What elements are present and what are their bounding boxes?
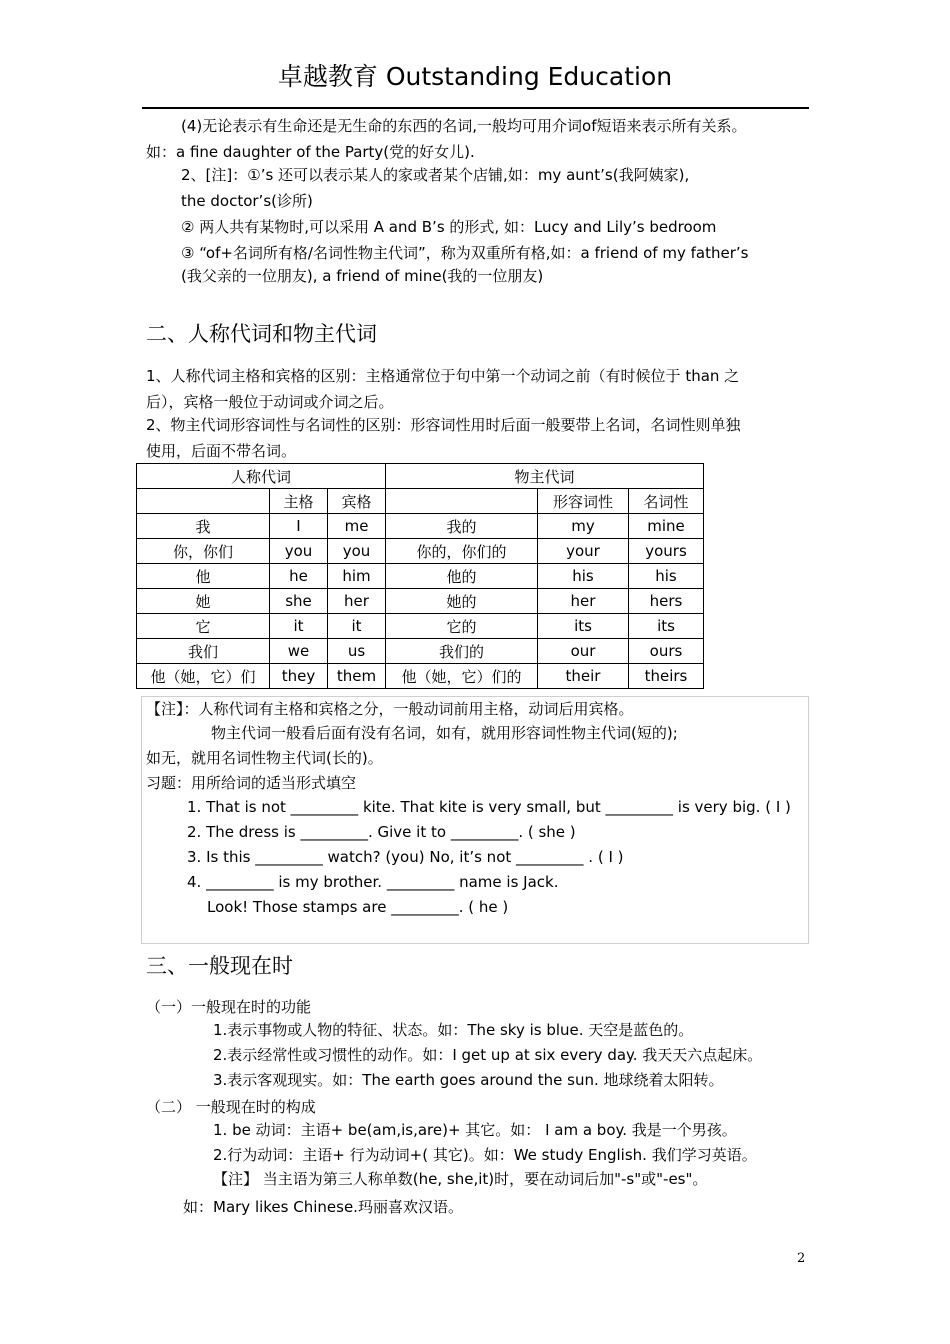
table-cell: theirs xyxy=(629,664,704,689)
text-line: 后），宾格一般位于动词或介词之后。 xyxy=(146,393,394,411)
text-line: the doctor’s(诊所) xyxy=(181,192,313,210)
table-cell: yours xyxy=(629,539,704,564)
table-cell: 他 xyxy=(137,564,270,589)
table-cell: 你的，你们的 xyxy=(386,539,538,564)
table-cell: 她的 xyxy=(386,589,538,614)
table-row xyxy=(137,564,704,589)
table-cell: 你，你们 xyxy=(137,539,270,564)
table-header-cell xyxy=(386,489,538,514)
table-cell: 他（她，它）们的 xyxy=(386,664,538,689)
table-cell: hers xyxy=(629,589,704,614)
text-line: 使用，后面不带名词。 xyxy=(146,442,297,460)
list-item: 1. be 动词：主语+ be(am,is,are)+ 其它。如： I am a boy. 我是一个男孩。 xyxy=(213,1121,737,1139)
list-item: 3.表示客观现实。如：The earth goes around the sun. 地球绕着太阳转。 xyxy=(213,1071,724,1089)
table-cell: it xyxy=(328,614,386,639)
table-row xyxy=(137,639,704,664)
table-cell: its xyxy=(629,614,704,639)
table-cell: it xyxy=(270,614,328,639)
table-cell: our xyxy=(538,639,629,664)
table-header-cell xyxy=(137,489,270,514)
section-heading: 二、人称代词和物主代词 xyxy=(146,322,377,346)
table-header-cell: 名词性 xyxy=(629,489,704,514)
table-cell: you xyxy=(270,539,328,564)
pronoun-table xyxy=(136,463,704,689)
subsection-heading: （一）一般现在时的功能 xyxy=(146,998,312,1016)
exercise-item: 4. _________ is my brother. _________ name is Jack. xyxy=(187,873,559,891)
table-cell: they xyxy=(270,664,328,689)
table-cell: mine xyxy=(629,514,704,539)
header-divider xyxy=(142,107,809,109)
list-item: 1.表示事物或人物的特征、状态。如：The sky is blue. 天空是蓝色的。 xyxy=(213,1021,694,1039)
page-number: 2 xyxy=(797,1251,806,1266)
text-line: 如：a fine daughter of the Party(党的好女儿). xyxy=(146,143,475,161)
table-cell: I xyxy=(270,514,328,539)
table-header-cell: 主格 xyxy=(270,489,328,514)
table-row xyxy=(137,614,704,639)
exercise-title: 习题：用所给词的适当形式填空 xyxy=(146,774,357,792)
exercise-item: Look! Those stamps are _________. ( he ) xyxy=(207,898,509,916)
table-group-header: 物主代词 xyxy=(386,464,704,489)
exercise-item: 2. The dress is _________. Give it to _________. ( she ) xyxy=(187,823,576,841)
table-cell: them xyxy=(328,664,386,689)
list-item: 2.行为动词：主语+ 行为动词+( 其它)。如：We study English. 我们学习英语。 xyxy=(213,1146,757,1164)
table-row xyxy=(137,664,704,689)
note-line: 物主代词一般看后面有没有名词，如有，就用形容词性物主代词(短的); xyxy=(211,724,678,742)
table-cell: you xyxy=(328,539,386,564)
table-cell: 我们的 xyxy=(386,639,538,664)
exercise-item: 1. That is not _________ kite. That kite is very small, but _________ is very big. ( I ) xyxy=(187,798,791,816)
table-cell: his xyxy=(629,564,704,589)
text-line: 1、人称代词主格和宾格的区别：主格通常位于句中第一个动词之前（有时候位于 than 之 xyxy=(146,367,740,385)
table-cell: 她 xyxy=(137,589,270,614)
list-item: 2.表示经常性或习惯性的动作。如：I get up at six every day. 我天天六点起床。 xyxy=(213,1046,763,1064)
table-cell: her xyxy=(328,589,386,614)
text-line: ③ “of+名词所有格/名词性物主代词”，称为双重所有格,如：a friend of my father’s xyxy=(181,244,749,262)
text-line: (我父亲的一位朋友), a friend of mine(我的一位朋友) xyxy=(181,267,544,285)
table-cell: 我们 xyxy=(137,639,270,664)
table-cell: she xyxy=(270,589,328,614)
text-line: 2、物主代词形容词性与名词性的区别：形容词性用时后面一般要带上名词，名词性则单独 xyxy=(146,416,741,434)
table-row xyxy=(137,539,704,564)
table-cell: 它 xyxy=(137,614,270,639)
table-row xyxy=(137,514,704,539)
table-cell: me xyxy=(328,514,386,539)
table-cell: its xyxy=(538,614,629,639)
table-cell: he xyxy=(270,564,328,589)
note-line: 【注】：人称代词有主格和宾格之分，一般动词前用主格，动词后用宾格。 xyxy=(146,700,634,718)
table-cell: my xyxy=(538,514,629,539)
table-header-cell: 形容词性 xyxy=(538,489,629,514)
exercise-item: 3. Is this _________ watch? (you) No, it’s not _________ . ( I ) xyxy=(187,848,624,866)
table-cell: her xyxy=(538,589,629,614)
table-group-header: 人称代词 xyxy=(137,464,386,489)
table-header-cell: 宾格 xyxy=(328,489,386,514)
subsection-heading: （二） 一般现在时的构成 xyxy=(146,1098,316,1116)
list-item: 【注】 当主语为第三人称单数(he, she,it)时，要在动词后加"-s"或"-es"。 xyxy=(213,1170,708,1188)
example-line: 如：Mary likes Chinese.玛丽喜欢汉语。 xyxy=(183,1198,463,1216)
table-cell: 我的 xyxy=(386,514,538,539)
note-line: 如无，就用名词性物主代词(长的)。 xyxy=(146,749,383,767)
text-line: 2、[注]：①’s 还可以表示某人的家或者某个店铺,如：my aunt’s(我阿姨家), xyxy=(181,166,690,184)
table-cell: 我 xyxy=(137,514,270,539)
table-cell: us xyxy=(328,639,386,664)
table-cell: we xyxy=(270,639,328,664)
table-cell: your xyxy=(538,539,629,564)
table-cell: 他（她，它）们 xyxy=(137,664,270,689)
table-cell: 它的 xyxy=(386,614,538,639)
table-cell: ours xyxy=(629,639,704,664)
table-row xyxy=(137,589,704,614)
table-cell: his xyxy=(538,564,629,589)
text-line: ② 两人共有某物时,可以采用 A and B’s 的形式, 如：Lucy and Lily’s bedroom xyxy=(181,218,717,236)
table-row xyxy=(137,464,704,489)
table-row xyxy=(137,489,704,514)
page-header-title: 卓越教育 Outstanding Education xyxy=(277,62,673,91)
section-heading: 三、一般现在时 xyxy=(146,954,293,978)
table-cell: 他的 xyxy=(386,564,538,589)
table-cell: their xyxy=(538,664,629,689)
table-cell: him xyxy=(328,564,386,589)
text-line: (4)无论表示有生命还是无生命的东西的名词,一般均可用介词of短语来表示所有关系。 xyxy=(181,117,747,135)
